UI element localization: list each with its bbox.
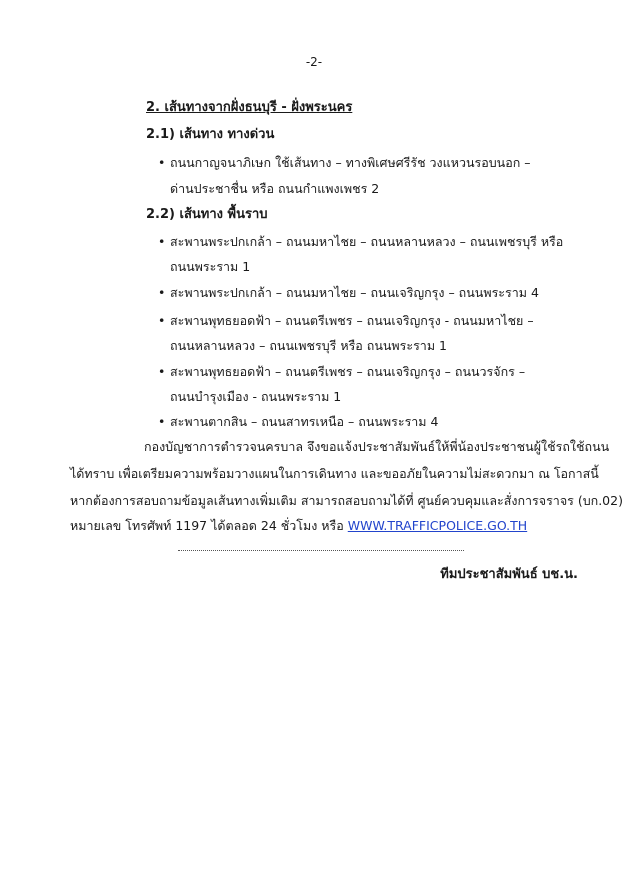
list-item <box>158 313 534 329</box>
list-item <box>158 414 438 430</box>
list-item-text: สะพานพุทธยอดฟ้า – ถนนตรีเพชร – ถนนเจริญกรุง – ถนนวรจักร – <box>170 364 526 379</box>
paragraph-line: กองบัญชาการตำรวจนครบาล จึงขอแจ้งประชาสัมพันธ์ให้พี่น้องประชาชนผู้ใช้รถใช้ถนน <box>144 439 610 454</box>
section-title: 2. เส้นทางจากฝั่งธนบุรี - ฝั่งพระนคร <box>146 100 353 115</box>
website-link[interactable]: WWW.TRAFFICPOLICE.GO.TH <box>347 518 528 533</box>
list-item-text: สะพานตากสิน – ถนนสาทรเหนือ – ถนนพระราม 4 <box>170 414 439 429</box>
list-item-continuation: ถนนพระราม 1 <box>170 259 251 274</box>
paragraph-line: หากต้องการสอบถามข้อมูลเส้นทางเพิ่มเติม สามารถสอบถามได้ที่ ศูนย์ควบคุมและสั่งการจราจร (บก.02) <box>70 493 623 508</box>
list-item-text: สะพานพระปกเกล้า – ถนนมหาไชย – ถนนหลานหลวง – ถนนเพชรบุรี หรือ <box>170 234 564 249</box>
paragraph-text: หมายเลข โทรศัพท์ 1197 ได้ตลอด 24 ชั่วโมง หรือ <box>70 518 348 533</box>
list-item-continuation: ถนนบำรุงเมือง - ถนนพระราม 1 <box>170 389 342 404</box>
list-item <box>158 364 525 380</box>
dotted-divider <box>178 550 464 551</box>
list-item-text: ถนนกาญจนาภิเษก ใช้เส้นทาง – ทางพิเศษศรีรัช วงแหวนรอบนอก – <box>170 155 531 170</box>
list-item <box>158 155 531 171</box>
paragraph-line <box>70 518 527 534</box>
list-item-continuation: ด่านประชาชื่น หรือ ถนนกำแพงเพชร 2 <box>170 181 380 196</box>
subsection-surface-title: 2.2) เส้นทาง พื้นราบ <box>146 207 268 222</box>
subsection-expressway-title: 2.1) เส้นทาง ทางด่วน <box>146 127 275 142</box>
list-item-text: สะพานพระปกเกล้า – ถนนมหาไชย – ถนนเจริญกรุง – ถนนพระราม 4 <box>170 285 539 300</box>
list-item <box>158 234 563 250</box>
list-item-text: สะพานพุทธยอดฟ้า – ถนนตรีเพชร – ถนนเจริญกรุง - ถนนมหาไชย – <box>170 313 534 328</box>
list-item-continuation: ถนนหลานหลวง – ถนนเพชรบุรี หรือ ถนนพระราม 1 <box>170 338 447 353</box>
list-item <box>158 285 539 301</box>
paragraph-line: ได้ทราบ เพื่อเตรียมความพร้อมวางแผนในการเดินทาง และขออภัยในความไม่สะดวกมา ณ โอกาสนี้ <box>70 466 599 481</box>
page-number: -2- <box>305 55 323 69</box>
signature: ทีมประชาสัมพันธ์ บช.น. <box>440 567 578 582</box>
